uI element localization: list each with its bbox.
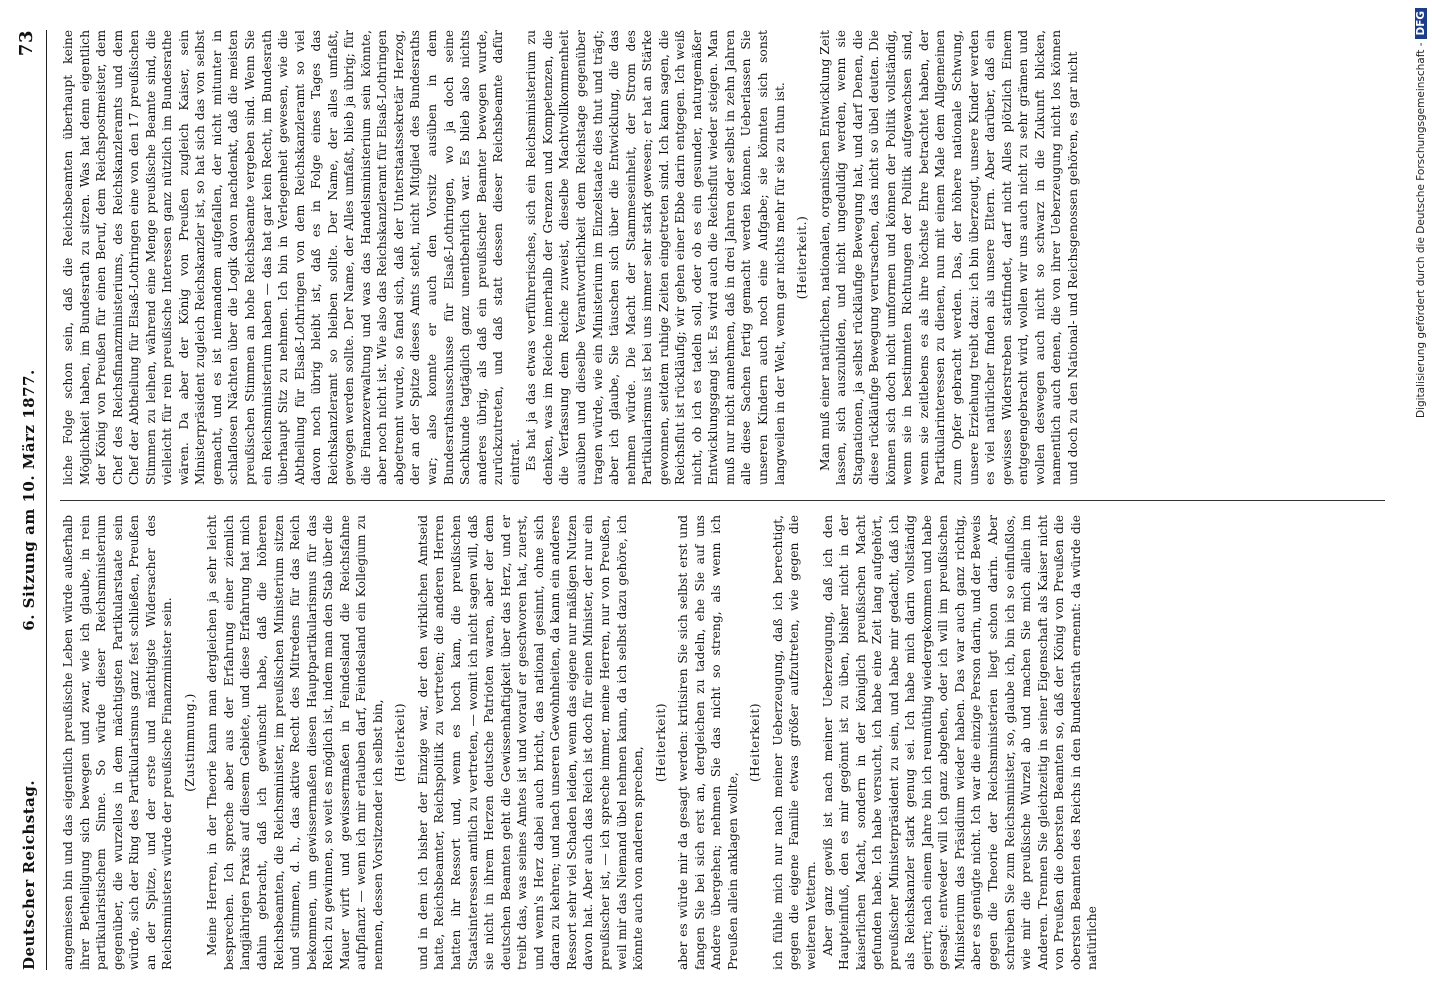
- stage-direction: (Heiterkeit): [653, 702, 668, 783]
- stage-direction: (Heiterkeit): [748, 702, 763, 783]
- header-rule: [46, 30, 47, 970]
- text-column-left: [60, 515, 1390, 970]
- body-paragraph: Aber ganz gewiß ist nach meiner Ueberzeugung, daß ich den Haupteinfluß, den es mir gegönnt ist zu üben, bisher nicht in der kaiserlichen Macht, sondern in der königlich preußischen Macht gefunden habe. Ich habe versucht, ich habe eine Zeit lang aufgehört, preußischer Ministerpräsident zu sein, und habe mir gedacht, daß ich als Reichskanzler stark genug sei. Ich habe mich darin vollständig geirrt; nach einem Jahre bin ich reumüthig wiedergekommen und habe gesagt: entweder will ich ganz abgehen, oder ich will im preußischen Ministerium das Präsidium wieder haben. Das war auch ganz richtig, aber es genügte nicht. Ich war die einzige Person darin, und der Beweis gegen die Theorie der Reichsministerien liegt schon darin. Aber schreiben Sie zum Reichsminister, so, glaube ich, bin ich so einflußlos, wie mir die preußische Wurzel ab und machen Sie mich allein im Anderen. Trennen Sie gleichzeitig in seiner Eigenschaft als Kaiser nicht von Preußen die obersten Beamten so, daß der König von Preußen die obersten Beamten des Reichs in den Bundesrath ernennt: da würde die natürliche: [820, 515, 1100, 970]
- digitization-credit: [1412, 8, 1430, 992]
- credit-text: Digitalisierung gefördert durch die Deutsche Forschungsgemeinschaft -: [1415, 42, 1427, 419]
- header-publication-title: Deutscher Reichstag.: [20, 779, 38, 970]
- body-paragraph: Meine Herren, in der Theorie kann man dergleichen ja sehr leicht besprechen. Ich spreche aber aus der Erfahrung einer ziemlich langjährigen Praxis auf diesem Gebiete, und diese Erfahrung hat mich dahin gebracht, daß ich gewünscht habe, daß die höheren Reichsbeamten, die Reichsminister, im preußischen Ministerium sitzen und stimmen, d. h., das aktive Recht des Mitredens für das Reich bekommen, um gewissermaßen diesen Hauptpartikularismus für das Reich zu gewinnen, so weit es möglich ist, indem man den Stab über die Mauer wirft und gewissermaßen in Feindesland die Reichsfahne aufpflanzt — wenn ich mir erlauben darf, Feindesland ein Kollegium zu nennen, dessen Vorsitzender ich selbst bin,: [205, 515, 385, 970]
- text-column-right: [60, 30, 1390, 485]
- body-paragraph: liche Folge schon sein, daß die Reichsbeamten überhaupt keine Möglichkeit haben, im Bundesrath zu sitzen. Was hat denn eigentlich der König von Preußen für einen Beruf, dem Reichspostmeister, dem Chef des Reichsfinanzministeriums, des Reichskanzleramts und dem Chef der Abtheilung für Elsaß-Lothringen eine von den 17 preußischen Stimmen zu leihen, während eine Menge preußische Beamte sind, die vielleicht für rein preußische Interessen ganz nützlich im Bundesrathe wären. Da aber der König von Preußen zugleich Kaiser, sein Ministerpräsident zugleich Reichskanzler ist, so hat sich das von selbst gemacht, und es ist niemandem aufgefallen, der nicht mitunter in schlaflosen Nächten über die Logik davon nachdenkt, daß die meisten preußischen Stimmen an hohe Reichsbeamte vergeben sind. Wenn Sie ein Reichsministerium haben — das hat gar kein Recht, im Bundesrath überhaupt Sitz zu nehmen. Ich bin in Verlegenheit gewesen, wie die Abtheilung für Elsaß-Lothringen von dem Reichskanzleramt so viel davon noch übrig bleibt ist, daß es in Folge eines Tages das Reichskanzleramt so bleiben sollte. Der Name, der alles umfaßt, gewogen werden sollte. Der Name, der Alles umfaßt, blieb ja übrig; für die Finanzverwaltung und was das Handelsministerium sein könnte, aber noch nicht ist. Wie also das Reichskanzleramt für Elsaß-Lothringen abgetrennt wurde, so fand sich, daß der Unterstaatssekretär Herzog, der an der Spitze dieses Amts steht, nicht Mitglied des Bundesraths war; also konnte er auch den Vorsitz ausüben in dem Bundesrathsausschusse für Elsaß-Lothringen, wo ja doch seine Sachkunde tagtäglich ganz unentbehrlich war. Es blieb also nichts anderes übrig, als daß ein preußischer Beamter bewogen wurde, zurückzutreten, und daß statt dessen dieser Reichsbeamte dafür eintrat.: [61, 30, 522, 485]
- body-paragraph: aber es würde mir da gesagt werden: kritisiren Sie sich selbst erst und fangen Sie bei sich erst an, dergleichen zu tadeln, ehe Sie auf uns Andere übergehen; nehmen Sie das nicht so streng, als wenn ich Preußen allein anklagen wollte,: [676, 515, 740, 970]
- page-number: 73: [16, 30, 37, 57]
- page-header: [16, 30, 46, 970]
- header-session-date: 6. Sitzung am 10. März 1877.: [20, 369, 38, 631]
- digitization-credit-strip: [1412, 8, 1430, 992]
- body-paragraph: angemiesen bin und das eigentlich preußische Leben würde außerhalb ihrer Betheiligung sich bewegen und zwar, wie ich glaube, in rein partikularistischem Sinne. So würde dieser Reichsministerium gegenüber, die wurzellos in dem mächtigsten Partikularstaate sein würde, sich der Ring des Partikularismus ganz fest schließen, Preußen an der Spitze, und der erste und mächtigste Widersacher des Reichsministers würde der preußische Finanzminister sein.: [61, 515, 175, 970]
- stage-direction: (Zustimmung.): [182, 693, 197, 792]
- stage-direction: (Heiterkeit.): [795, 215, 810, 300]
- body-paragraph: Es hat ja das etwas verführerisches, sich ein Reichsministerium zu denken, was im Reiche innerhalb der Grenzen und Kompetenzen, die die Verfassung dem Reiche zuweist, dieselbe Machtvollkommenheit ausüben und dieselbe Verantwortlichkeit dem Reichstage gegenüber tragen würde, wie ein Ministerium im Einzelstaate dies thut und trägt; aber ich glaube, Sie täuschen sich über die Entwicklung, die das nehmen würde. Die Macht der Stammeseinheit, der Strom des Partikularismus ist bei uns immer sehr stark gewesen; er hat an Stärke gewonnen, seitdem ruhige Zeiten eingetreten sind. Ich kann sagen, die Reichsflut ist rückläufig; wir gehen einer Ebbe darin entgegen. Ich weiß nicht, ob ich es tadeln soll, oder ob es ein gesunder, naturgemäßer Entwicklungsgang ist. Es wird auch die Reichsflut wieder steigen. Man muß nur nicht annehmen, daß in drei Jahren oder selbst in zehn Jahren alle diese Sachen fertig gemacht werden können. Ueberlassen Sie unseren Kindern auch noch eine Aufgabe; sie könnten sich sonst langweilen in der Welt, wenn gar nichts mehr für sie zu thun ist.: [524, 30, 787, 485]
- column-divider: [60, 500, 1385, 501]
- body-paragraph: ich fühle mich nur nach meiner Ueberzeugung, daß ich berechtigt, gegen die eigene Familie etwas größer aufzutreten, wie gegen die weiteren Vettern.: [770, 515, 818, 970]
- stage-direction: (Heiterkeit): [393, 702, 408, 783]
- dfg-logo: DFG: [1415, 8, 1427, 39]
- body-paragraph: Man muß einer natürlichen, nationalen, organischen Entwicklung Zeit lassen, sich auszubilden, und nicht ungeduldig werden, wenn sie Stagnationen, ja selbst rückläufige Bewegung hat, und darf Denen, die diese rückläufige Bewegung verursachen, das nicht so übel deuten. Die können sich doch nicht umformen und können der Politik vollständig, wenn sie in bestimmten Richtungen der Politik aufgewachsen sind, wenn sie zeitlebens es als ihre höchste Ehre betrachtet haben, der Partikularinteressen zu dienen, nun mit einem Male dem Allgemeinen zum Opfer gebracht werden. Das, der höhere nationale Schwung, unsere Erziehung treibt dazu: ich bin überzeugt, unsere Kinder werden es viel natürlicher finden als unsere Eltern. Aber darüber, daß ein gewisses Widerstreben stattfindet, darf nicht Alles plötzlich Einem entgegengebracht wird, wollen wir uns auch nicht zu sehr grämen und wollen deswegen auch nicht so schwarz in die Zukunft blicken, namentlich auch denen, die von ihrer Ueberzeugung nicht los können und doch zu den National- und Reichsgenossen gehören, es gar nicht: [817, 30, 1080, 485]
- body-paragraph: und in dem ich bisher der Einzige war, der den wirklichen Amtseid hatte, Reichsbeamter, Reichspolitik zu vertreten; die anderen Herren hatten ihr Ressort und, wenn es hoch kam, die preußischen Staatsinteressen amtlich zu vertreten, — womit ich nicht sagen will, daß sie nicht in ihrem Herzen deutsche Patrioten waren, aber der dem deutschen Beamten geht die Gewissenhaftigkeit über das Herz, und er treibt das, was seines Amtes ist und worauf er geschworen hat, zuerst, und wenn's Herz dabei auch bricht, das national gesinnt, ohne sich daran zu kehren; und nach unseren Gewohnheiten, da kann ein anderes Ressort sehr viel Schaden leiden, wenn das eigene nur mäßigen Nutzen davon hat. Aber auch das Reich ist doch für einen Minister, der nur ein preußischer ist, — ich spreche immer, meine Herren, nur von Preußen, weil mir das Niemand übel nehmen kann, da ich selbst dazu gehöre, ich könnte auch von anderen sprechen,: [415, 515, 646, 970]
